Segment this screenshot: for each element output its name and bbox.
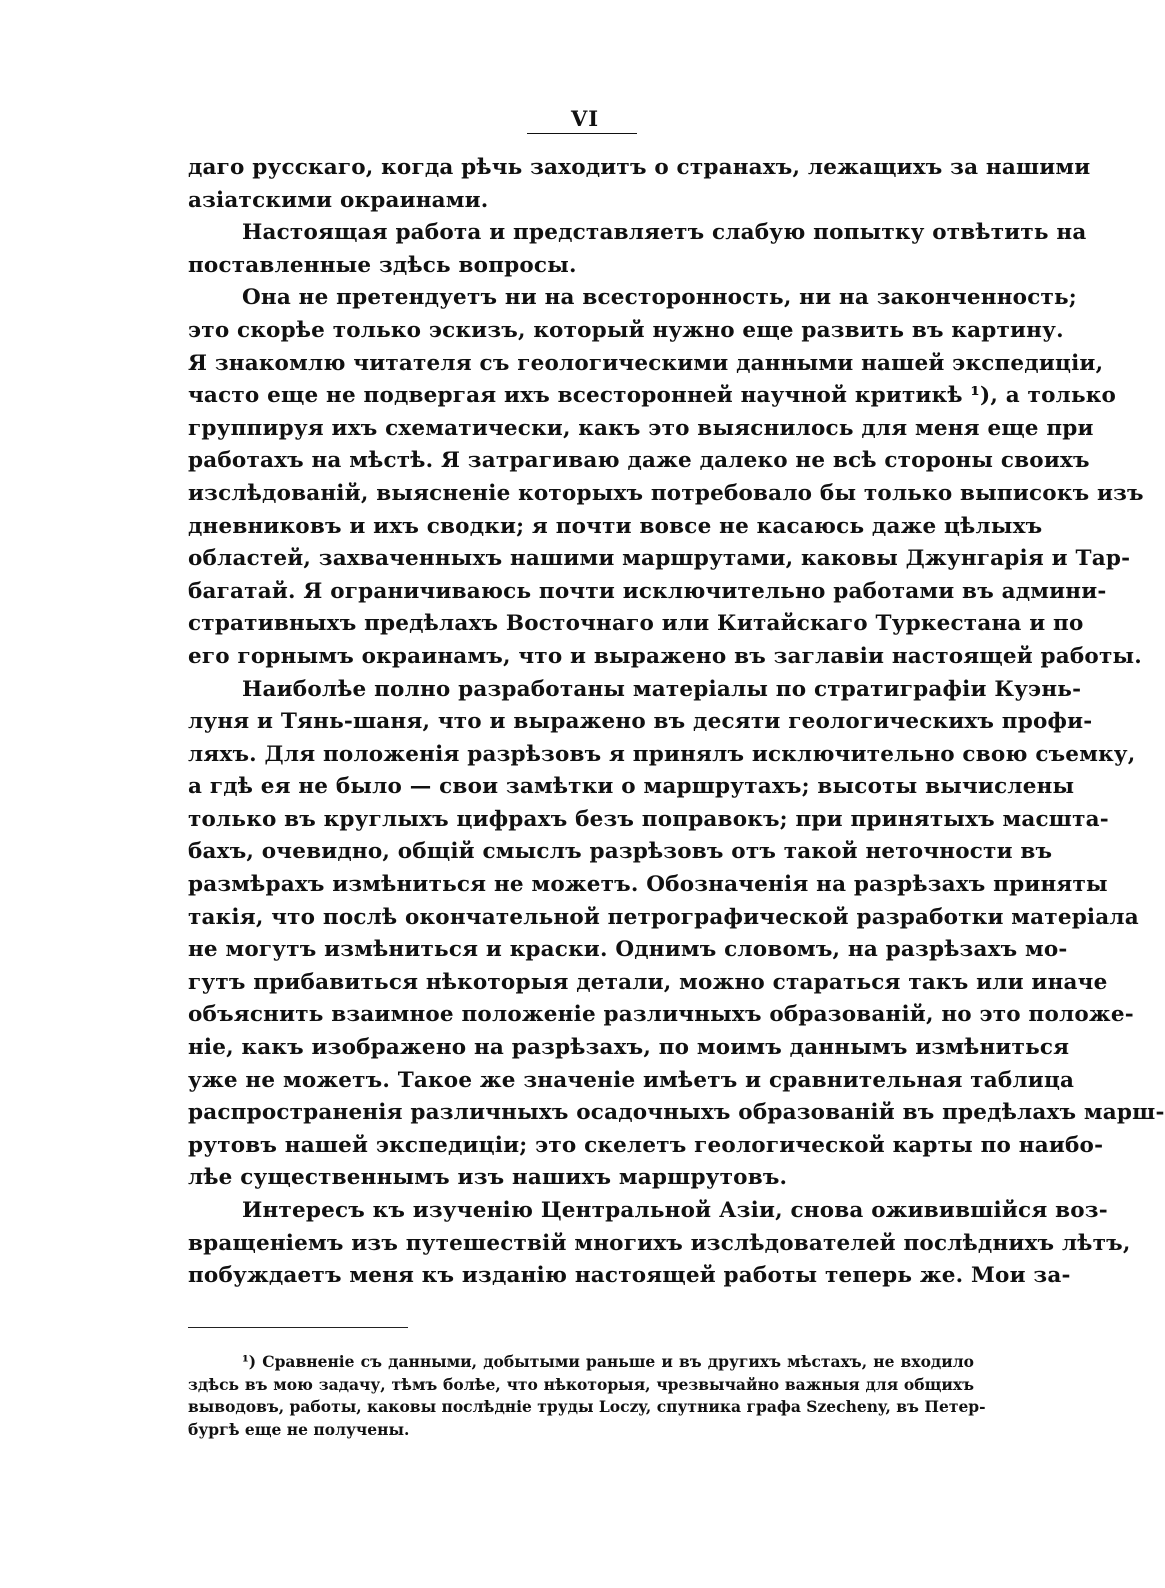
text-line: его горнымъ окраинамъ, что и выражено въ заглавіи настоящей работы. <box>188 643 1142 669</box>
text-line: изслѣдованій, выясненіе которыхъ потребовало бы только выписокъ изъ <box>188 480 1144 506</box>
text-line: луня и Тянь-шаня, что и выражено въ десяти геологическихъ профи- <box>188 709 1093 735</box>
footnote-line: здѣсь въ мою задачу, тѣмъ болѣе, что нѣкоторыя, чрезвычайно важныя для общихъ <box>188 1374 974 1394</box>
text-line: ляхъ. Для положенія разрѣзовъ я принялъ исключительно свою съемку, <box>188 741 1136 767</box>
text-line: Настоящая работа и представляетъ слабую попытку отвѣтить на <box>242 220 1087 246</box>
text-line: не могутъ измѣниться и краски. Однимъ словомъ, на разрѣзахъ мо- <box>188 937 1068 963</box>
body-text <box>188 152 1165 1293</box>
text-line: только въ круглыхъ цифрахъ безъ поправокъ; при принятыхъ масшта- <box>188 806 1109 832</box>
text-line: уже не можетъ. Такое же значеніе имѣетъ и сравнительная таблица <box>188 1067 1075 1093</box>
footnotes <box>188 1351 986 1441</box>
text-line: вращеніемъ изъ путешествій многихъ изслѣдователей послѣднихъ лѣтъ, <box>188 1230 1131 1256</box>
footnote-line: ¹) Сравненіе съ данными, добытыми раньше и въ другихъ мѣстахъ, не входило <box>242 1352 974 1371</box>
footnote-rule <box>188 1327 408 1328</box>
text-line: гутъ прибавиться нѣкоторыя детали, можно стараться такъ или иначе <box>188 969 1108 995</box>
text-line: азіатскими окраинами. <box>188 187 489 213</box>
text-line: поставленные здѣсь вопросы. <box>188 252 577 278</box>
text-line: распространенія различныхъ осадочныхъ образованій въ предѣлахъ марш- <box>188 1100 1165 1126</box>
footnote-line: выводовъ, работы, каковы послѣдніе труды Loczy, спутника графа Szecheny, въ Петер- <box>188 1397 986 1416</box>
text-line: работахъ на мѣстѣ. Я затрагиваю даже далеко не всѣ стороны своихъ <box>188 448 1090 474</box>
page-number: VI <box>570 106 600 131</box>
text-line: группируя ихъ схематически, какъ это выяснилось для меня еще при <box>188 415 1094 441</box>
text-line: Интересъ къ изученію Центральной Азіи, снова оживившійся воз- <box>242 1198 1108 1223</box>
header-rule <box>527 133 637 134</box>
text-line: такія, что послѣ окончательной петрографической разработки матеріала <box>188 904 1139 930</box>
text-line: Наиболѣе полно разработаны матеріалы по стратиграфіи Куэнь- <box>242 676 1082 702</box>
text-line: объяснить взаимное положеніе различныхъ образованій, но это положе- <box>188 1002 1134 1028</box>
text-line: Она не претендуетъ ни на всесторонность, ни на законченность; <box>242 285 1077 311</box>
text-line: побуждаетъ меня къ изданію настоящей работы теперь же. Мои за- <box>188 1263 1071 1289</box>
text-line: областей, захваченныхъ нашими маршрутами, каковы Джунгарія и Тар- <box>188 546 1131 572</box>
text-line: багатай. Я ограничиваюсь почти исключительно работами въ админи- <box>188 578 1107 604</box>
text-line: Я знакомлю читателя съ геологическими данными нашей экспедиціи, <box>188 350 1104 376</box>
text-line: размѣрахъ измѣниться не можетъ. Обозначенія на разрѣзахъ приняты <box>188 872 1108 898</box>
text-line: бахъ, очевидно, общій смыслъ разрѣзовъ отъ такой неточности въ <box>188 839 1053 865</box>
text-line: дневниковъ и ихъ сводки; я почти вовсе не касаюсь даже цѣлыхъ <box>188 513 1043 539</box>
text-line: даго русскаго, когда рѣчь заходитъ о странахъ, лежащихъ за нашими <box>188 155 1091 180</box>
text-line: часто еще не подвергая ихъ всесторонней научной критикѣ ¹), а только <box>188 383 1117 409</box>
text-line: ніе, какъ изображено на разрѣзахъ, по моимъ даннымъ измѣниться <box>188 1035 1070 1061</box>
text-line: рутовъ нашей экспедиціи; это скелетъ геологической карты по наибо- <box>188 1132 1104 1158</box>
text-line: стративныхъ предѣлахъ Восточнаго или Китайскаго Туркестана и по <box>188 611 1084 637</box>
footnote-line: бургѣ еще не получены. <box>188 1419 410 1439</box>
text-line: это скорѣе только эскизъ, который нужно еще развить въ картину. <box>188 317 1064 343</box>
text-line: а гдѣ ея не было — свои замѣтки о маршрутахъ; высоты вычислены <box>188 774 1075 800</box>
text-line: лѣе существеннымъ изъ нашихъ маршрутовъ. <box>188 1165 788 1191</box>
